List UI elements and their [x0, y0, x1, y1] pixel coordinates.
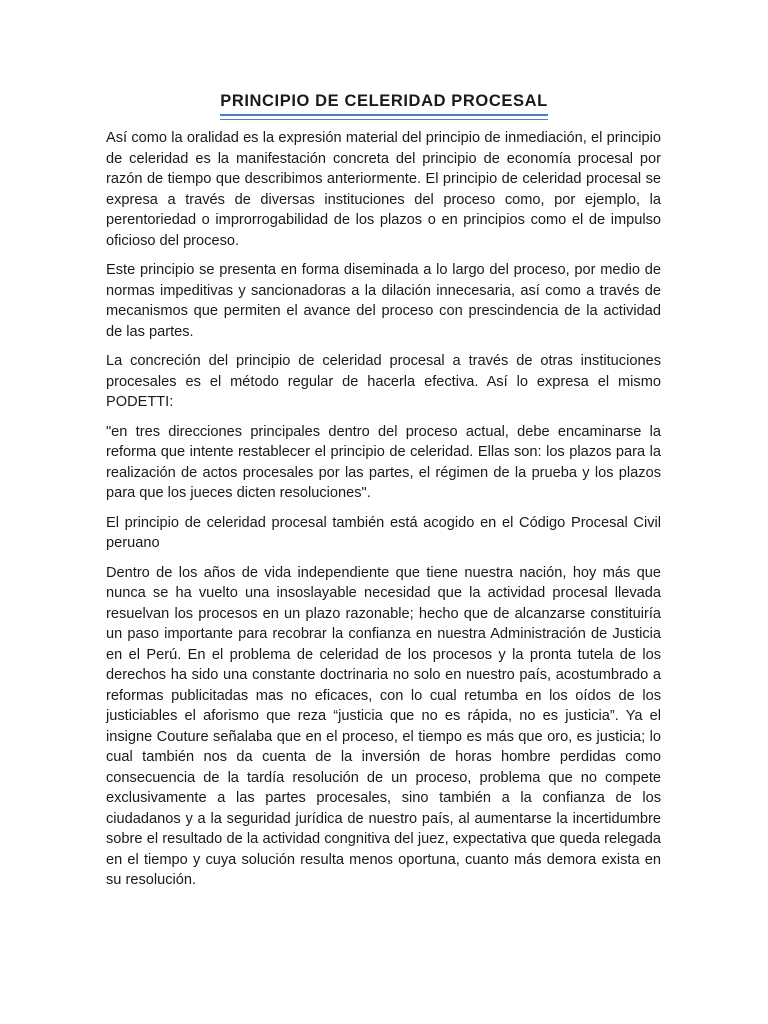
- paragraph-5: El principio de celeridad procesal también está acogido en el Código Procesal Civil peruano: [106, 514, 661, 551]
- paragraph-6: Dentro de los años de vida independiente que tiene nuestra nación, hoy más que nunca se ha vuelto una insoslayable necesidad que la actividad procesal llevada resuelvan los procesos en un plazo razonable; hecho que de alcanzarse constituiría un paso importante para recobrar la confianza en nuestra Administración de Justicia en el Perú. En el problema de celeridad de los procesos y la pronta tutela de los derechos ha sido una constante doctrinaria no solo en nuestro país, acostumbrado a reformas publicitadas mas no eficaces, con lo cual retumba en los oídos de los justiciables el aforismo que reza “justicia que no es rápida, no es justicia”. Ya el insigne Couture señalaba que en el proceso, el tiempo es más que oro, es justicia; lo cual también nos da cuenta de la inversión de horas hombre perdidas como consecuencia de la tardía resolución de un proceso, problema que no compete exclusivamente a las partes procesales, sino también a la confianza de los ciudadanos y a la seguridad jurídica de nuestro país, al aumentarse la incertidumbre sobre el resultado de la actividad congnitiva del juez, expectativa que queda relegada en el tiempo y cuya solución resulta menos oportuna, cuanto más demora exista en su resolución.: [106, 564, 661, 888]
- paragraph-2: Este principio se presenta en forma diseminada a lo largo del proceso, por medio de normas impeditivas y sancionadoras a la dilación innecesaria, así como a través de mecanismos que permiten el avance del proceso con prescindencia de la actividad de las partes.: [106, 262, 661, 340]
- document-body: [106, 128, 661, 900]
- document-title: PRINCIPIO DE CELERIDAD PROCESAL: [220, 92, 548, 116]
- quote-paragraph: "en tres direcciones principales dentro del proceso actual, debe encaminarse la reforma que intente restablecer el principio de celeridad. Ellas son: los plazos para la realización de actos procesales por las partes, el régimen de la prueba y los plazos para que los jueces dicten resoluciones".: [106, 423, 661, 501]
- title-container: [0, 92, 768, 116]
- paragraph-1: Así como la oralidad es la expresión material del principio de inmediación, el principio de celeridad es la manifestación concreta del principio de economía procesal por razón de tiempo que describimos anteriormente. El principio de celeridad procesal se expresa a través de diversas instituciones del proceso como, por ejemplo, la perentoriedad o improrrogabilidad de los plazos o en principios como el de impulso oficioso del proceso.: [106, 130, 661, 249]
- paragraph-3: La concreción del principio de celeridad procesal a través de otras instituciones procesales es el método regular de hacerla efectiva. Así lo expresa el mismo PODETTI:: [106, 353, 661, 410]
